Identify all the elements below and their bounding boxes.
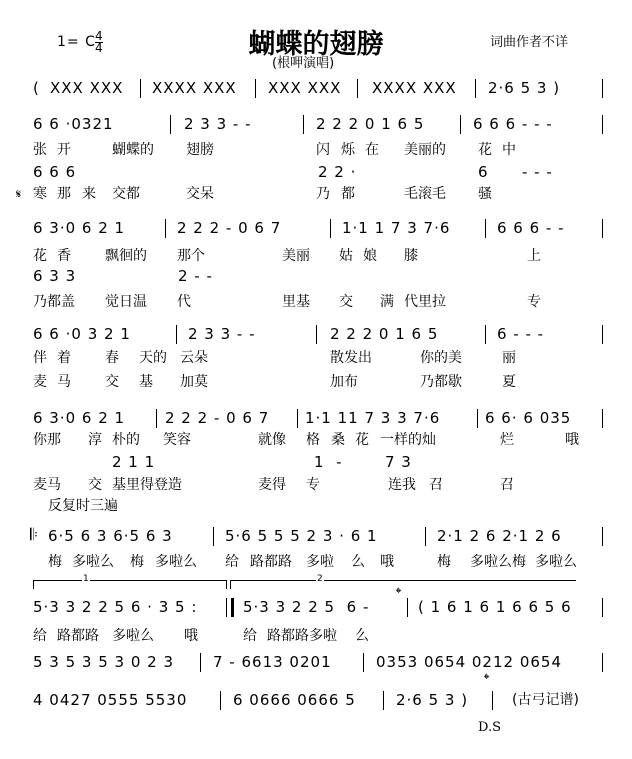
lyric: 哦 xyxy=(380,554,394,570)
lyric: 张 xyxy=(33,142,47,158)
barline xyxy=(316,325,317,344)
lyric: 梅 xyxy=(437,554,451,570)
lyric: 娘 xyxy=(363,248,377,264)
measure: 2·6 5 3 ) xyxy=(488,79,561,97)
lyric: 路都路多啦 xyxy=(267,628,337,644)
lyric: 骚 xyxy=(478,186,492,202)
barline xyxy=(330,219,331,238)
lyric: 在 xyxy=(365,142,379,158)
measure: 2 2 2 0 1 6 5 xyxy=(316,115,425,133)
barline xyxy=(602,653,603,672)
lyric: 就像 xyxy=(258,432,286,448)
lyric: 乃都歇 xyxy=(420,374,462,390)
time-top: 4 xyxy=(95,29,103,43)
lyric: 着 xyxy=(57,350,71,366)
lyric: 你那 xyxy=(33,432,61,448)
measure: 2 2 2 0 1 6 5 xyxy=(330,325,439,343)
barline xyxy=(200,653,201,672)
barline xyxy=(425,527,426,546)
alt-notes: 6 6 6 xyxy=(33,163,77,181)
coda-sign: 𝄌 xyxy=(396,584,402,602)
lyric: 闪 xyxy=(316,142,330,158)
lyric: 你的美 xyxy=(420,350,462,366)
lyric: 麦马 xyxy=(33,477,61,493)
lyric: 美丽 xyxy=(282,248,310,264)
repeat-note: 反复时三遍 xyxy=(48,498,118,514)
barline xyxy=(220,691,221,710)
measure: 5 3 5 3 5 3 0 2 3 xyxy=(33,653,175,671)
lyric: 给 xyxy=(225,554,239,570)
measure: 6 - - - xyxy=(497,325,545,343)
time-bottom: 4 xyxy=(95,41,103,55)
lyric: 梅 xyxy=(130,554,144,570)
barline xyxy=(303,115,304,134)
lyric: 路都路 xyxy=(57,628,99,644)
measure: 2 2 2 - 0 6 7 xyxy=(177,219,282,237)
lyric: 中 xyxy=(502,142,516,158)
barline xyxy=(213,527,214,546)
barline xyxy=(602,115,603,134)
lyric: 膝 xyxy=(404,248,418,264)
transcriber-note: (古弓记谱) xyxy=(512,692,579,708)
measure: 0353 0654 0212 0654 xyxy=(376,653,562,671)
lyric: 那个 xyxy=(177,248,205,264)
volta-label: 1 xyxy=(83,574,89,584)
barline xyxy=(176,325,177,344)
barline xyxy=(602,409,603,428)
lyric: 天的 xyxy=(139,350,167,366)
lyric: 夏 xyxy=(502,374,516,390)
lyric: 满 xyxy=(380,294,394,310)
lyric: 飘徊的 xyxy=(105,248,147,264)
lyric: 代 xyxy=(177,294,191,310)
lyric: 寒 xyxy=(33,186,47,202)
measure: 1·1 1 7 3 7·6 xyxy=(342,219,451,237)
barline xyxy=(602,598,603,617)
lyric: 丽 xyxy=(502,350,516,366)
lyric: 召 xyxy=(500,477,514,493)
barline xyxy=(363,653,364,672)
alt-notes: - - - xyxy=(522,163,553,181)
lyric: 多啦 xyxy=(306,554,334,570)
lyric: 交 xyxy=(105,374,119,390)
lyric: 交 xyxy=(88,477,102,493)
measure: XXX XXX xyxy=(50,79,124,97)
lyric: 来 xyxy=(82,186,96,202)
lyric: 哦 xyxy=(184,628,198,644)
repeat-start-sign: 𝄆 xyxy=(30,525,38,544)
lyric: 多啦么 xyxy=(112,628,154,644)
measure: 5·3 3 2 2 5 6 - xyxy=(243,598,370,616)
lyric: 美丽的 xyxy=(404,142,446,158)
measure: 2·6 5 3 ) xyxy=(396,691,469,709)
lyric: 给 xyxy=(243,628,257,644)
lyric: 烂 xyxy=(500,432,514,448)
lyric: 么 xyxy=(351,554,365,570)
segno-sign: 𝄋 xyxy=(16,187,22,201)
alt-notes: 2 1 1 xyxy=(112,453,156,471)
lyric: 加莫 xyxy=(180,374,208,390)
lyric: 毛滚毛 xyxy=(404,186,446,202)
barline xyxy=(357,79,358,98)
measure: 5·3 3 2 2 5 6 · 3 5 : xyxy=(33,598,198,616)
alt-notes: 6 xyxy=(478,163,489,181)
lyric: 乃 xyxy=(316,186,330,202)
lyric: 姑 xyxy=(339,248,353,264)
measure: 2 2 2 - 0 6 7 xyxy=(165,409,270,427)
lyric: 路都路 xyxy=(250,554,292,570)
lyric: 开 xyxy=(57,142,71,158)
lyric: 基 xyxy=(139,374,153,390)
measure: 2 3 3 - - xyxy=(188,325,256,343)
barline xyxy=(297,409,298,428)
lyric: 都 xyxy=(341,186,355,202)
barline xyxy=(602,325,603,344)
measure: XXXX XXX xyxy=(152,79,237,97)
measure: 1·1 11 7 3 3 7·6 xyxy=(305,409,441,427)
barline xyxy=(485,325,486,344)
lyric: 那 xyxy=(57,186,71,202)
lyric: 专 xyxy=(306,477,320,493)
lyric: 梅 xyxy=(48,554,62,570)
measure: 2·1 2 6 2·1 2 6 xyxy=(437,527,562,545)
lyric: 烁 xyxy=(341,142,355,158)
barline xyxy=(407,598,408,617)
lyric: 多啦么 xyxy=(535,554,577,570)
repeat-end-barline xyxy=(226,598,234,617)
lyric: 里基 xyxy=(282,294,310,310)
measure: 6 6 6 - - xyxy=(497,219,565,237)
alt-notes: 1 - xyxy=(314,453,343,471)
barline xyxy=(475,79,476,98)
lyric: 马 xyxy=(57,374,71,390)
measure: 7 - 6613 0201 xyxy=(213,653,332,671)
lyric: 翅膀 xyxy=(186,142,214,158)
measure: XXXX XXX xyxy=(372,79,457,97)
lyric: 散发出 xyxy=(330,350,372,366)
lyric: 淳 xyxy=(88,432,102,448)
barline xyxy=(140,79,141,98)
measure: 6 6 ·0321 xyxy=(33,115,114,133)
measure: 6 3·0 6 2 1 xyxy=(33,219,126,237)
dal-segno-mark: D.S xyxy=(478,720,501,735)
lyric: 格 xyxy=(306,432,320,448)
measure: 6 6 ·0 3 2 1 xyxy=(33,325,131,343)
lyric: 香 xyxy=(57,248,71,264)
barline xyxy=(602,219,603,238)
barline xyxy=(383,691,384,710)
lyric: 花 xyxy=(33,248,47,264)
measure: 6 6 6 - - - xyxy=(473,115,553,133)
lyric: 专 xyxy=(527,294,541,310)
alt-notes: 2 2 · xyxy=(318,163,357,181)
barline xyxy=(492,691,493,710)
lyric: 代里拉 xyxy=(404,294,446,310)
lyric: 一样的灿 xyxy=(380,432,436,448)
lyric: 多啦么 xyxy=(155,554,197,570)
measure: 2 3 3 - - xyxy=(184,115,252,133)
song-title: 蝴蝶的翅膀 xyxy=(248,29,384,60)
barline xyxy=(255,79,256,98)
lyric: 乃都盖 xyxy=(33,294,75,310)
measure: 6 3·0 6 2 1 xyxy=(33,409,126,427)
key-signature: 1= C xyxy=(57,34,96,50)
lyric: 麦 xyxy=(33,374,47,390)
lyric: 么 xyxy=(355,628,369,644)
lyric: 花 xyxy=(478,142,492,158)
measure: ( 1 6 1 6 1 6 6 5 6 xyxy=(418,598,572,616)
singer: (根呷演唱) xyxy=(272,56,335,71)
barline xyxy=(477,409,478,428)
measure: XXX XXX xyxy=(268,79,342,97)
lyric: 加布 xyxy=(330,374,358,390)
measure: 6 6· 6 035 xyxy=(485,409,572,427)
barline xyxy=(485,219,486,238)
barline xyxy=(602,79,603,98)
lyric: 花 xyxy=(355,432,369,448)
barline xyxy=(156,409,157,428)
lyric: 交呆 xyxy=(186,186,214,202)
lyric: 交 xyxy=(339,294,353,310)
lyric: 朴的 xyxy=(112,432,140,448)
lyric: 交都 xyxy=(112,186,140,202)
lyric: 伴 xyxy=(33,350,47,366)
measure: 6 0666 0666 5 xyxy=(233,691,356,709)
lyric: 多啦么 xyxy=(72,554,114,570)
alt-notes: 6 3 3 xyxy=(33,267,77,285)
lyric: 基里得登造 xyxy=(112,477,182,493)
barline xyxy=(170,115,171,134)
lyric: 召 xyxy=(429,477,443,493)
lyric: 麦得 xyxy=(258,477,286,493)
lyric: 上 xyxy=(527,248,541,264)
lyric: 桑 xyxy=(331,432,345,448)
volta-bracket-2 xyxy=(230,574,576,589)
lyric: 觉日温 xyxy=(105,294,147,310)
barline xyxy=(165,219,166,238)
lyric: 春 xyxy=(105,350,119,366)
lyric: 多啦么梅 xyxy=(470,554,526,570)
lyric: 哦 xyxy=(565,432,579,448)
barline xyxy=(460,115,461,134)
lyric: 连我 xyxy=(388,477,416,493)
lyric: 蝴蝶的 xyxy=(112,142,154,158)
measure: 5·6 5 5 5 2 3 · 6 1 xyxy=(225,527,378,545)
alt-notes: 2 - - xyxy=(178,267,213,285)
barline xyxy=(602,527,603,546)
volta-bracket-1 xyxy=(33,574,227,589)
alt-notes: 7 3 xyxy=(385,453,412,471)
volta-label: 2 xyxy=(317,574,323,584)
credits: 词曲作者不详 xyxy=(490,35,569,50)
lyric: 给 xyxy=(33,628,47,644)
coda-sign: 𝄌 xyxy=(484,670,490,688)
lyric: 云朵 xyxy=(180,350,208,366)
lyric: 笑容 xyxy=(163,432,191,448)
measure: 4 0427 0555 5530 xyxy=(33,691,188,709)
measure: 6·5 6 3 6·5 6 3 xyxy=(48,527,173,545)
intro-open: ( xyxy=(33,79,40,97)
